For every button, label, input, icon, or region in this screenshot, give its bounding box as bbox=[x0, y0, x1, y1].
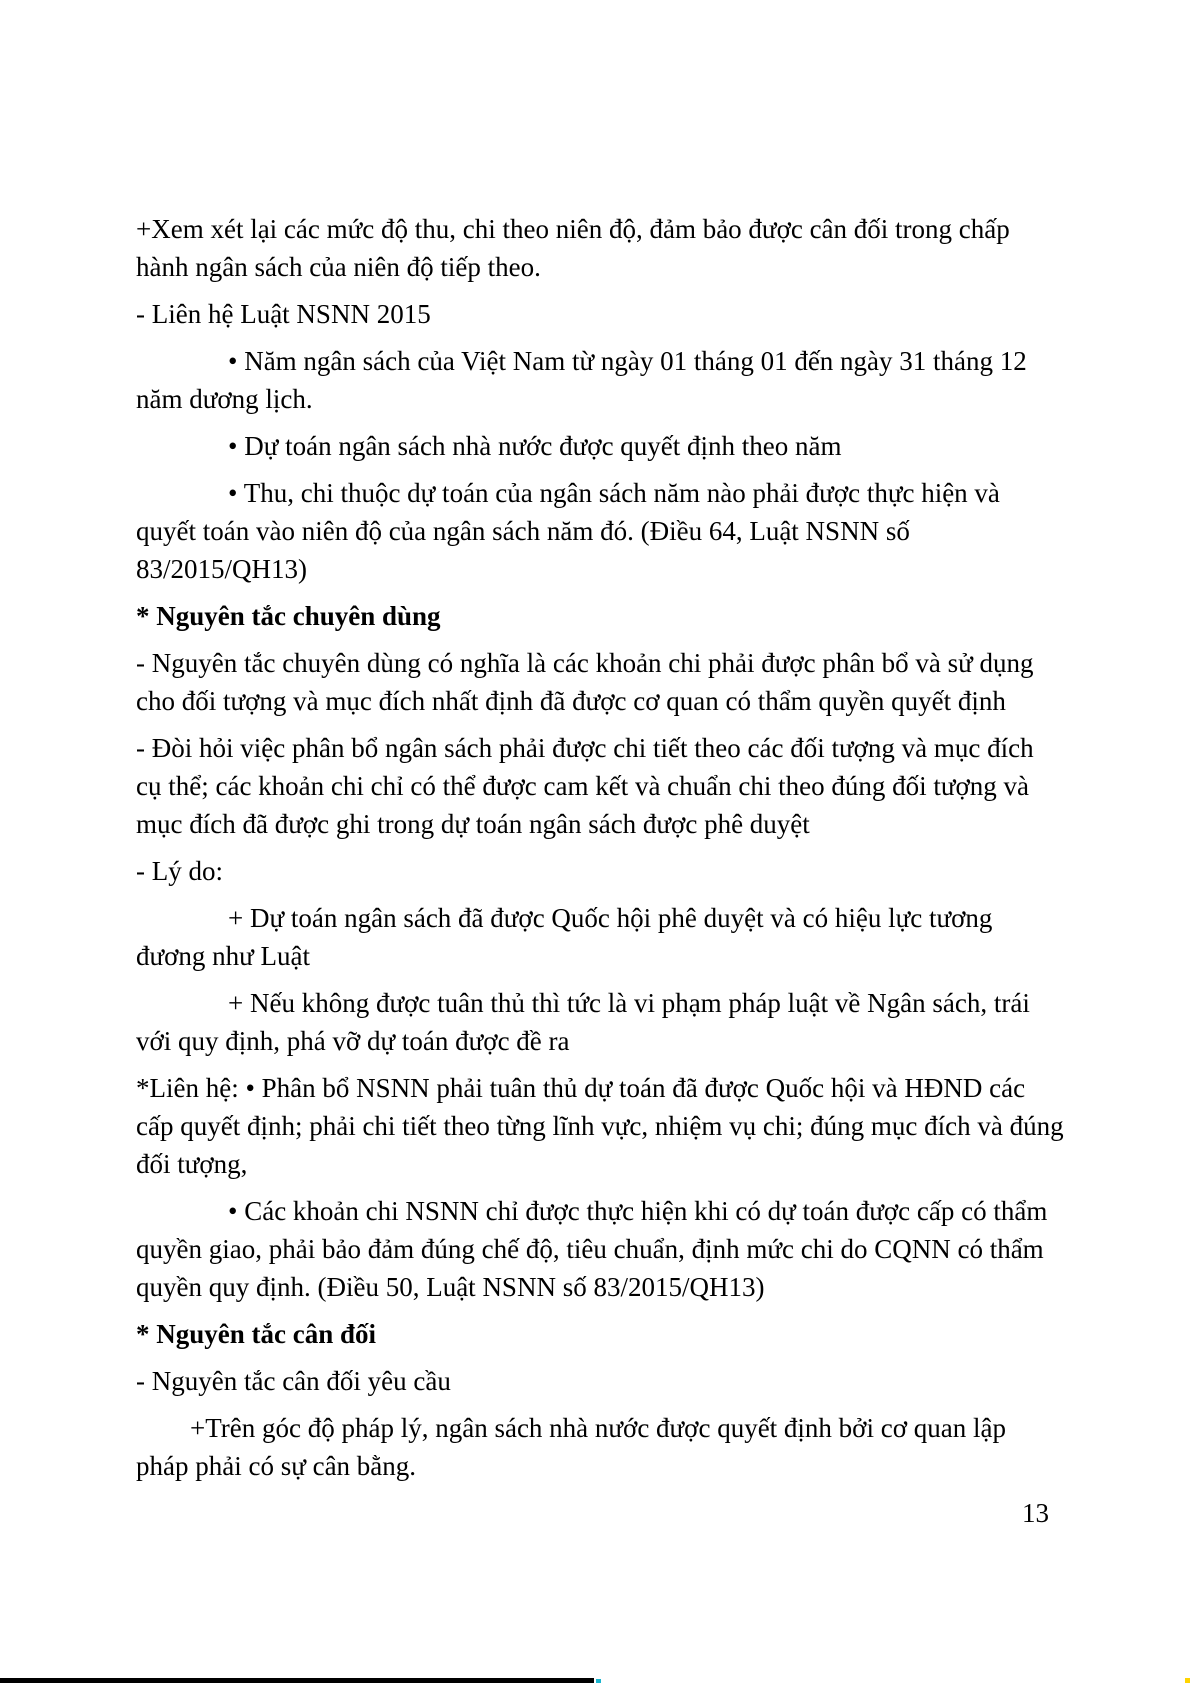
section-heading: * Nguyên tắc cân đối bbox=[136, 1319, 377, 1349]
sub-paragraph: + Nếu không được tuân thủ thì tức là vi phạm pháp luật về Ngân sách, trái với quy định, phá vỡ dự toán được đề ra bbox=[136, 988, 1030, 1056]
document-body bbox=[136, 210, 1064, 1494]
section-heading: * Nguyên tắc chuyên dùng bbox=[136, 601, 441, 631]
footer-cyan-mark bbox=[596, 1679, 601, 1683]
paragraph: - Liên hệ Luật NSNN 2015 bbox=[136, 299, 431, 329]
footer-progress-bar bbox=[0, 1678, 594, 1683]
paragraph: - Nguyên tắc cân đối yêu cầu bbox=[136, 1366, 451, 1396]
page-number: 13 bbox=[1022, 1498, 1049, 1528]
bullet-paragraph: • Dự toán ngân sách nhà nước được quyết định theo năm bbox=[228, 431, 842, 461]
sub-paragraph: + Dự toán ngân sách đã được Quốc hội phê duyệt và có hiệu lực tương đương như Luật bbox=[136, 903, 993, 971]
footer-yellow-mark bbox=[1185, 1678, 1190, 1683]
sub-paragraph: +Trên góc độ pháp lý, ngân sách nhà nước được quyết định bởi cơ quan lập pháp phải có sự cân bằng. bbox=[136, 1413, 1006, 1481]
paragraph: - Đòi hỏi việc phân bổ ngân sách phải được chi tiết theo các đối tượng và mục đích cụ thể; các khoản chi chỉ có thể được cam kết và chuẩn chi theo đúng đối tượng và mục đích đã được ghi trong dự toán ngân sách được phê duyệt bbox=[136, 733, 1034, 839]
paragraph: *Liên hệ: • Phân bổ NSNN phải tuân thủ dự toán đã được Quốc hội và HĐND các cấp quyết định; phải chi tiết theo từng lĩnh vực, nhiệm vụ chi; đúng mục đích và đúng đối tượng, bbox=[136, 1073, 1064, 1179]
paragraph: +Xem xét lại các mức độ thu, chi theo niên độ, đảm bảo được cân đối trong chấp hành ngân sách của niên độ tiếp theo. bbox=[136, 214, 1010, 282]
paragraph: - Nguyên tắc chuyên dùng có nghĩa là các khoản chi phải được phân bổ và sử dụng cho đối tượng và mục đích nhất định đã được cơ quan có thẩm quyền quyết định bbox=[136, 648, 1034, 716]
bullet-paragraph: • Thu, chi thuộc dự toán của ngân sách năm nào phải được thực hiện và quyết toán vào niên độ của ngân sách năm đó. (Điều 64, Luật NSNN số 83/2015/QH13) bbox=[136, 478, 1000, 584]
bullet-paragraph: • Năm ngân sách của Việt Nam từ ngày 01 tháng 01 đến ngày 31 tháng 12 năm dương lịch. bbox=[136, 346, 1027, 414]
paragraph: - Lý do: bbox=[136, 856, 223, 886]
bullet-paragraph: • Các khoản chi NSNN chỉ được thực hiện khi có dự toán được cấp có thẩm quyền giao, phải bảo đảm đúng chế độ, tiêu chuẩn, định mức chi do CQNN có thẩm quyền quy định. (Điều 50, Luật NSNN số 83/2015/QH13) bbox=[136, 1196, 1048, 1302]
